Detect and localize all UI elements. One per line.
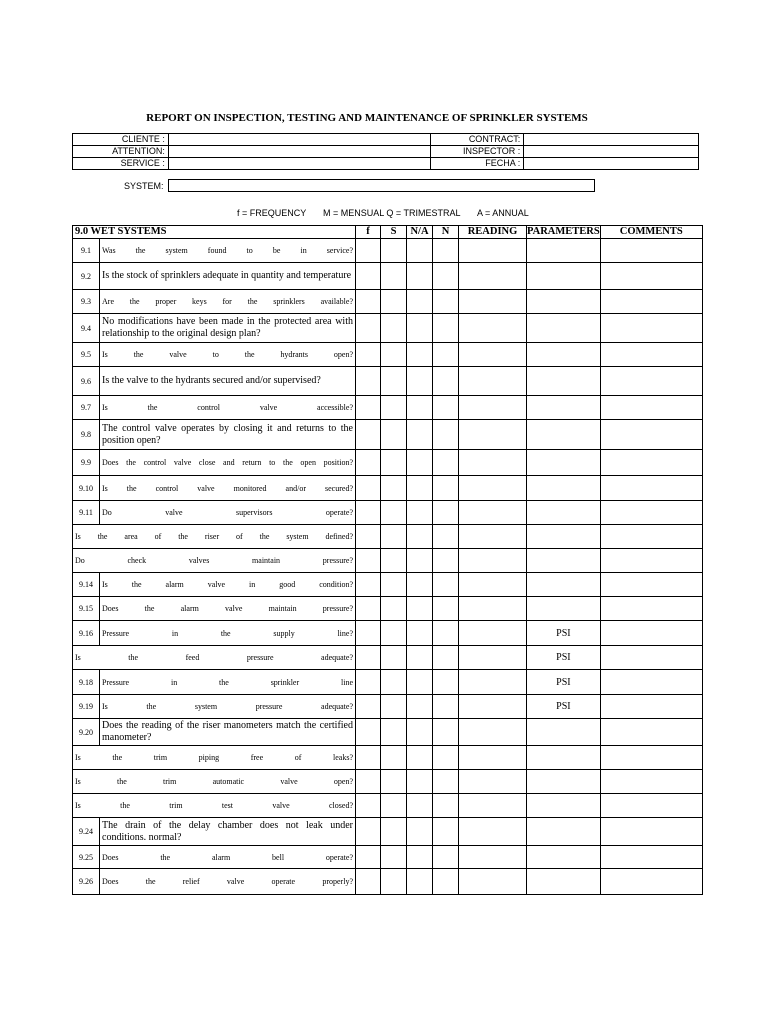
f-cell[interactable]	[356, 846, 381, 869]
service-label: SERVICE :	[73, 158, 169, 170]
comments-cell[interactable]	[600, 746, 702, 770]
table-row	[73, 719, 703, 746]
inspector-field[interactable]	[524, 146, 699, 158]
legend-mensual-trimestral: M = MENSUAL Q = TRIMESTRAL	[323, 208, 461, 218]
table-row	[73, 869, 703, 895]
item-question: Do check valves maintain pressure?	[73, 549, 356, 573]
item-question: Was the system found to be in service?	[100, 239, 356, 263]
header-row	[73, 134, 699, 146]
n-cell[interactable]	[433, 597, 459, 621]
na-cell[interactable]	[407, 573, 433, 597]
item-number: 9.20	[73, 719, 100, 746]
reading-cell[interactable]	[459, 396, 527, 420]
table-row	[73, 239, 703, 263]
n-cell[interactable]	[433, 476, 459, 501]
parameters-cell	[527, 367, 601, 396]
s-cell[interactable]	[381, 670, 407, 695]
f-cell[interactable]	[356, 695, 381, 719]
item-number: 9.8	[73, 420, 100, 450]
parameters-cell	[527, 794, 601, 818]
na-cell[interactable]	[407, 343, 433, 367]
parameters-cell	[527, 239, 601, 263]
na-cell[interactable]	[407, 501, 433, 525]
s-cell[interactable]	[381, 290, 407, 314]
reading-cell[interactable]	[459, 597, 527, 621]
na-cell[interactable]	[407, 621, 433, 646]
parameters-cell	[527, 501, 601, 525]
s-cell[interactable]	[381, 501, 407, 525]
table-row	[73, 525, 703, 549]
na-cell[interactable]	[407, 314, 433, 343]
comments-cell[interactable]	[600, 719, 702, 746]
f-cell[interactable]	[356, 450, 381, 476]
f-cell[interactable]	[356, 290, 381, 314]
f-cell[interactable]	[356, 621, 381, 646]
n-cell[interactable]	[433, 450, 459, 476]
table-row	[73, 420, 703, 450]
parameters-cell	[527, 420, 601, 450]
table-row	[73, 290, 703, 314]
report-title: REPORT ON INSPECTION, TESTING AND MAINTENANCE OF SPRINKLER SYSTEMS	[146, 112, 588, 124]
reading-cell[interactable]	[459, 794, 527, 818]
na-cell[interactable]	[407, 263, 433, 290]
service-field[interactable]	[168, 158, 430, 170]
table-row	[73, 621, 703, 646]
na-cell[interactable]	[407, 846, 433, 869]
na-cell[interactable]	[407, 719, 433, 746]
n-cell[interactable]	[433, 367, 459, 396]
s-cell[interactable]	[381, 770, 407, 794]
reading-cell[interactable]	[459, 695, 527, 719]
na-cell[interactable]	[407, 746, 433, 770]
f-cell[interactable]	[356, 719, 381, 746]
n-cell[interactable]	[433, 549, 459, 573]
s-cell[interactable]	[381, 549, 407, 573]
comments-cell[interactable]	[600, 476, 702, 501]
n-cell[interactable]	[433, 501, 459, 525]
s-cell[interactable]	[381, 343, 407, 367]
col-n: N	[433, 226, 459, 239]
section-header-row	[73, 226, 703, 239]
n-cell[interactable]	[433, 670, 459, 695]
na-cell[interactable]	[407, 476, 433, 501]
comments-cell[interactable]	[600, 343, 702, 367]
reading-cell[interactable]	[459, 450, 527, 476]
item-number: 9.5	[73, 343, 100, 367]
n-cell[interactable]	[433, 719, 459, 746]
header-row	[73, 158, 699, 170]
reading-cell[interactable]	[459, 846, 527, 869]
item-question: Is the stock of sprinklers adequate in quantity and temperature	[100, 263, 356, 290]
n-cell[interactable]	[433, 869, 459, 895]
item-number: 9.16	[73, 621, 100, 646]
f-cell[interactable]	[356, 476, 381, 501]
comments-cell[interactable]	[600, 621, 702, 646]
reading-cell[interactable]	[459, 869, 527, 895]
col-s: S	[381, 226, 407, 239]
comments-cell[interactable]	[600, 549, 702, 573]
comments-cell[interactable]	[600, 450, 702, 476]
reading-cell[interactable]	[459, 549, 527, 573]
parameters-cell	[527, 719, 601, 746]
reading-cell[interactable]	[459, 501, 527, 525]
na-cell[interactable]	[407, 549, 433, 573]
parameters-cell	[527, 746, 601, 770]
parameters-cell: PSI	[527, 621, 601, 646]
table-row	[73, 794, 703, 818]
n-cell[interactable]	[433, 290, 459, 314]
table-row	[73, 367, 703, 396]
na-cell[interactable]	[407, 597, 433, 621]
item-question: Does the relief valve operate properly?	[100, 869, 356, 895]
na-cell[interactable]	[407, 450, 433, 476]
f-cell[interactable]	[356, 367, 381, 396]
f-cell[interactable]	[356, 770, 381, 794]
item-question: Is the area of the riser of the system defined?	[73, 525, 356, 549]
na-cell[interactable]	[407, 818, 433, 846]
comments-cell[interactable]	[600, 367, 702, 396]
item-question: Does the reading of the riser manometers match the certified manometer?	[100, 719, 356, 746]
item-question: Pressure in the sprinkler line	[100, 670, 356, 695]
table-row	[73, 670, 703, 695]
n-cell[interactable]	[433, 239, 459, 263]
comments-cell[interactable]	[600, 420, 702, 450]
item-question: No modifications have been made in the protected area with relationship to the original design plan?	[100, 314, 356, 343]
na-cell[interactable]	[407, 367, 433, 396]
attention-label: ATTENTION:	[73, 146, 169, 158]
f-cell[interactable]	[356, 794, 381, 818]
n-cell[interactable]	[433, 525, 459, 549]
item-number: 9.14	[73, 573, 100, 597]
parameters-cell: PSI	[527, 646, 601, 670]
na-cell[interactable]	[407, 695, 433, 719]
item-number: 9.11	[73, 501, 100, 525]
comments-cell[interactable]	[600, 501, 702, 525]
item-number: 9.25	[73, 846, 100, 869]
table-row	[73, 263, 703, 290]
f-cell[interactable]	[356, 420, 381, 450]
reading-cell[interactable]	[459, 420, 527, 450]
f-cell[interactable]	[356, 869, 381, 895]
n-cell[interactable]	[433, 770, 459, 794]
col-comments: COMMENTS	[600, 226, 702, 239]
item-number: 9.3	[73, 290, 100, 314]
comments-cell[interactable]	[600, 695, 702, 719]
item-number: 9.10	[73, 476, 100, 501]
f-cell[interactable]	[356, 501, 381, 525]
n-cell[interactable]	[433, 846, 459, 869]
item-question: Is the trim test valve closed?	[73, 794, 356, 818]
reading-cell[interactable]	[459, 818, 527, 846]
na-cell[interactable]	[407, 646, 433, 670]
parameters-cell	[527, 396, 601, 420]
s-cell[interactable]	[381, 420, 407, 450]
inspector-label: INSPECTOR :	[431, 146, 524, 158]
item-number: 9.9	[73, 450, 100, 476]
reading-cell[interactable]	[459, 746, 527, 770]
reading-cell[interactable]	[459, 343, 527, 367]
n-cell[interactable]	[433, 420, 459, 450]
table-row	[73, 818, 703, 846]
parameters-cell	[527, 450, 601, 476]
table-row	[73, 396, 703, 420]
col-na: N/A	[407, 226, 433, 239]
s-cell[interactable]	[381, 746, 407, 770]
f-cell[interactable]	[356, 670, 381, 695]
na-cell[interactable]	[407, 525, 433, 549]
f-cell[interactable]	[356, 746, 381, 770]
table-row	[73, 549, 703, 573]
s-cell[interactable]	[381, 846, 407, 869]
header-row	[73, 146, 699, 158]
s-cell[interactable]	[381, 597, 407, 621]
fecha-label: FECHA :	[431, 158, 524, 170]
item-question: Does the control valve close and return to the open position?	[100, 450, 356, 476]
table-row	[73, 746, 703, 770]
col-f: f	[356, 226, 381, 239]
f-cell[interactable]	[356, 549, 381, 573]
reading-cell[interactable]	[459, 476, 527, 501]
comments-cell[interactable]	[600, 239, 702, 263]
s-cell[interactable]	[381, 239, 407, 263]
item-question: Is the valve to the hydrants secured and/or supervised?	[100, 367, 356, 396]
item-question: Is the alarm valve in good condition?	[100, 573, 356, 597]
n-cell[interactable]	[433, 621, 459, 646]
s-cell[interactable]	[381, 794, 407, 818]
item-question: Is the trim automatic valve open?	[73, 770, 356, 794]
cliente-label: CLIENTE :	[73, 134, 169, 146]
parameters-cell	[527, 476, 601, 501]
na-cell[interactable]	[407, 794, 433, 818]
f-cell[interactable]	[356, 573, 381, 597]
comments-cell[interactable]	[600, 846, 702, 869]
s-cell[interactable]	[381, 869, 407, 895]
reading-cell[interactable]	[459, 770, 527, 794]
n-cell[interactable]	[433, 343, 459, 367]
n-cell[interactable]	[433, 396, 459, 420]
table-row	[73, 314, 703, 343]
s-cell[interactable]	[381, 525, 407, 549]
system-field[interactable]	[168, 179, 595, 192]
comments-cell[interactable]	[600, 290, 702, 314]
comments-cell[interactable]	[600, 525, 702, 549]
n-cell[interactable]	[433, 314, 459, 343]
s-cell[interactable]	[381, 695, 407, 719]
reading-cell[interactable]	[459, 239, 527, 263]
item-question: The drain of the delay chamber does not leak under conditions. normal?	[100, 818, 356, 846]
reading-cell[interactable]	[459, 621, 527, 646]
legend-frequency: f = FREQUENCY	[237, 208, 307, 218]
table-row	[73, 343, 703, 367]
na-cell[interactable]	[407, 770, 433, 794]
s-cell[interactable]	[381, 621, 407, 646]
item-number: 9.15	[73, 597, 100, 621]
reading-cell[interactable]	[459, 314, 527, 343]
reading-cell[interactable]	[459, 719, 527, 746]
contract-field[interactable]	[524, 134, 699, 146]
parameters-cell	[527, 549, 601, 573]
section-title: 9.0 WET SYSTEMS	[73, 226, 356, 239]
f-cell[interactable]	[356, 239, 381, 263]
comments-cell[interactable]	[600, 263, 702, 290]
n-cell[interactable]	[433, 794, 459, 818]
s-cell[interactable]	[381, 646, 407, 670]
n-cell[interactable]	[433, 818, 459, 846]
table-row	[73, 846, 703, 869]
parameters-cell	[527, 869, 601, 895]
table-row	[73, 597, 703, 621]
item-question: Is the system pressure adequate?	[100, 695, 356, 719]
item-question: Are the proper keys for the sprinklers available?	[100, 290, 356, 314]
col-reading: READING	[459, 226, 527, 239]
reading-cell[interactable]	[459, 263, 527, 290]
na-cell[interactable]	[407, 670, 433, 695]
parameters-cell	[527, 770, 601, 794]
item-number: 9.24	[73, 818, 100, 846]
parameters-cell	[527, 573, 601, 597]
item-number: 9.7	[73, 396, 100, 420]
s-cell[interactable]	[381, 263, 407, 290]
s-cell[interactable]	[381, 719, 407, 746]
f-cell[interactable]	[356, 525, 381, 549]
table-row	[73, 770, 703, 794]
table-row	[73, 646, 703, 670]
item-question: Does the alarm valve maintain pressure?	[100, 597, 356, 621]
item-question: Is the control valve monitored and/or secured?	[100, 476, 356, 501]
item-number: 9.19	[73, 695, 100, 719]
item-question: Is the valve to the hydrants open?	[100, 343, 356, 367]
parameters-cell	[527, 290, 601, 314]
comments-cell[interactable]	[600, 670, 702, 695]
na-cell[interactable]	[407, 869, 433, 895]
system-label: SYSTEM:	[124, 181, 164, 191]
item-number: 9.26	[73, 869, 100, 895]
comments-cell[interactable]	[600, 770, 702, 794]
f-cell[interactable]	[356, 343, 381, 367]
inspection-table	[72, 225, 703, 895]
item-question: Is the feed pressure adequate?	[73, 646, 356, 670]
s-cell[interactable]	[381, 573, 407, 597]
s-cell[interactable]	[381, 314, 407, 343]
n-cell[interactable]	[433, 646, 459, 670]
legend-annual: A = ANNUAL	[477, 208, 529, 218]
contract-label: CONTRACT:	[431, 134, 524, 146]
header-table	[72, 133, 699, 170]
parameters-cell	[527, 343, 601, 367]
parameters-cell	[527, 846, 601, 869]
comments-cell[interactable]	[600, 646, 702, 670]
na-cell[interactable]	[407, 290, 433, 314]
reading-cell[interactable]	[459, 367, 527, 396]
item-number: 9.4	[73, 314, 100, 343]
f-cell[interactable]	[356, 818, 381, 846]
item-question: The control valve operates by closing it and returns to the position open?	[100, 420, 356, 450]
n-cell[interactable]	[433, 573, 459, 597]
reading-cell[interactable]	[459, 670, 527, 695]
na-cell[interactable]	[407, 396, 433, 420]
parameters-cell: PSI	[527, 695, 601, 719]
attention-field[interactable]	[168, 146, 430, 158]
s-cell[interactable]	[381, 818, 407, 846]
cliente-field[interactable]	[168, 134, 430, 146]
item-question: Is the trim piping free of leaks?	[73, 746, 356, 770]
parameters-cell	[527, 818, 601, 846]
parameters-cell	[527, 263, 601, 290]
item-question: Is the control valve accessible?	[100, 396, 356, 420]
f-cell[interactable]	[356, 396, 381, 420]
f-cell[interactable]	[356, 646, 381, 670]
comments-cell[interactable]	[600, 597, 702, 621]
parameters-cell	[527, 314, 601, 343]
item-number: 9.1	[73, 239, 100, 263]
col-parameters: PARAMETERS	[527, 226, 600, 237]
n-cell[interactable]	[433, 746, 459, 770]
comments-cell[interactable]	[600, 396, 702, 420]
comments-cell[interactable]	[600, 794, 702, 818]
f-cell[interactable]	[356, 314, 381, 343]
s-cell[interactable]	[381, 450, 407, 476]
reading-cell[interactable]	[459, 525, 527, 549]
na-cell[interactable]	[407, 420, 433, 450]
comments-cell[interactable]	[600, 818, 702, 846]
reading-cell[interactable]	[459, 573, 527, 597]
reading-cell[interactable]	[459, 646, 527, 670]
n-cell[interactable]	[433, 695, 459, 719]
f-cell[interactable]	[356, 263, 381, 290]
item-number: 9.6	[73, 367, 100, 396]
table-row	[73, 450, 703, 476]
item-question: Does the alarm bell operate?	[100, 846, 356, 869]
comments-cell[interactable]	[600, 573, 702, 597]
parameters-cell	[527, 597, 601, 621]
item-question: Do valve supervisors operate?	[100, 501, 356, 525]
comments-cell[interactable]	[600, 869, 702, 895]
table-row	[73, 695, 703, 719]
s-cell[interactable]	[381, 367, 407, 396]
table-row	[73, 573, 703, 597]
s-cell[interactable]	[381, 396, 407, 420]
reading-cell[interactable]	[459, 290, 527, 314]
comments-cell[interactable]	[600, 314, 702, 343]
s-cell[interactable]	[381, 476, 407, 501]
parameters-cell: PSI	[527, 670, 601, 695]
table-row	[73, 501, 703, 525]
na-cell[interactable]	[407, 239, 433, 263]
table-row	[73, 476, 703, 501]
parameters-cell	[527, 525, 601, 549]
item-number: 9.2	[73, 263, 100, 290]
n-cell[interactable]	[433, 263, 459, 290]
f-cell[interactable]	[356, 597, 381, 621]
fecha-field[interactable]	[524, 158, 699, 170]
item-question: Pressure in the supply line?	[100, 621, 356, 646]
item-number: 9.18	[73, 670, 100, 695]
